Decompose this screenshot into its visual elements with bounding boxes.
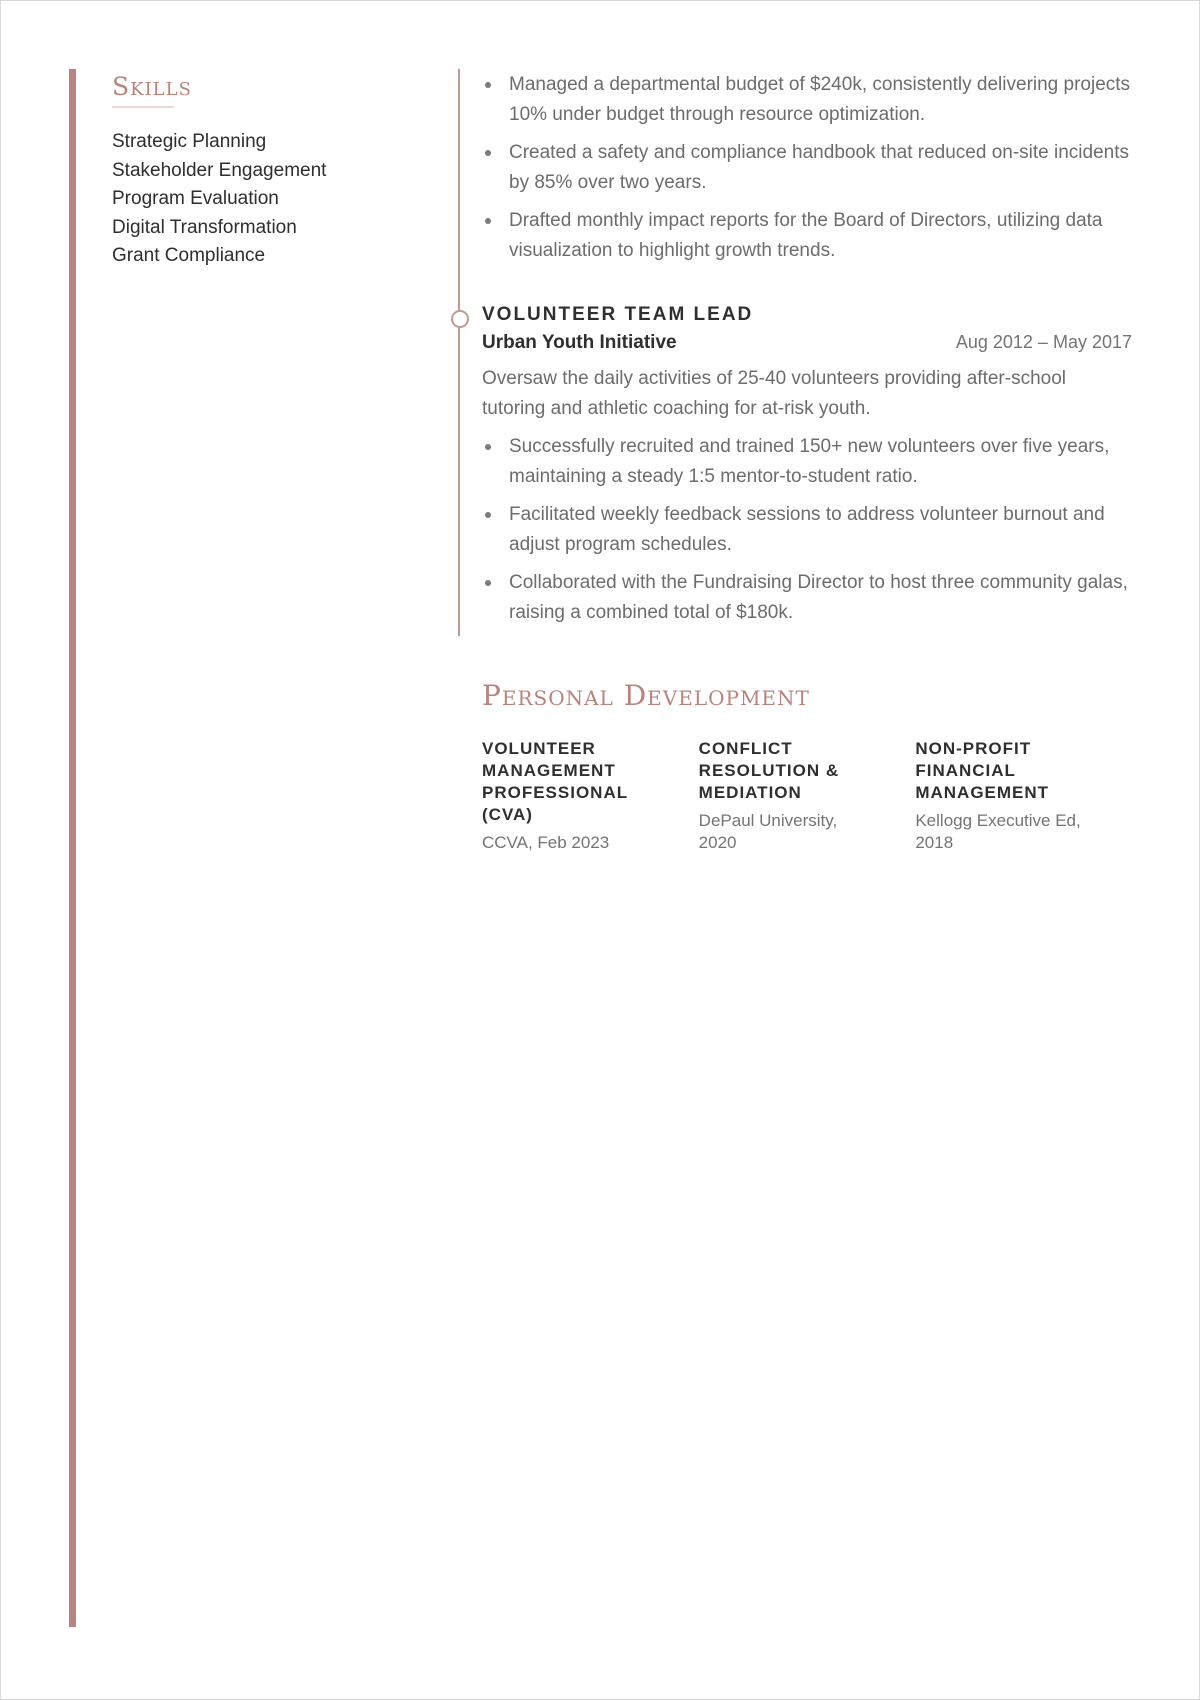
- bullet-item: Drafted monthly impact reports for the Board of Directors, utilizing data visualization to highlight growth trends.: [482, 206, 1132, 266]
- skills-heading: Skills: [112, 72, 192, 101]
- bullet-item: Created a safety and compliance handbook that reduced on-site incidents by 85% over two years.: [482, 138, 1132, 198]
- timeline-marker: [451, 310, 469, 328]
- certification-title: CONFLICT RESOLUTION & MEDIATION: [698, 739, 840, 802]
- skill-item: Strategic Planning: [112, 131, 267, 152]
- skill-item: Stakeholder Engagement: [112, 159, 327, 181]
- sidebar: [112, 70, 412, 271]
- certification-meta: Kellogg Executive Ed, 2018: [915, 811, 1081, 852]
- skills-list: [112, 128, 412, 271]
- timeline-line: [458, 69, 460, 636]
- bullet-item: Facilitated weekly feedback sessions to address volunteer burnout and adjust program schedules.: [482, 500, 1132, 560]
- certification-item: [915, 738, 1132, 854]
- certification-item: [482, 738, 699, 854]
- bullet-item: Collaborated with the Fundraising Director to host three community galas, raising a combined total of $180k.: [482, 568, 1132, 628]
- certification-meta: DePaul University, 2020: [698, 811, 838, 852]
- certification-meta: CCVA, Feb 2023: [482, 833, 610, 852]
- bullet-item: Managed a departmental budget of $240k, consistently delivering projects 10% under budget through resource optimization.: [482, 70, 1132, 130]
- certification-item: [699, 738, 916, 854]
- job-dates: Aug 2012 – May 2017: [955, 332, 1132, 352]
- personal-development-grid: [482, 738, 1132, 854]
- left-accent-rule: [69, 69, 76, 1627]
- job-organization: Urban Youth Initiative: [482, 332, 677, 353]
- job-bullets: [482, 432, 1132, 628]
- skill-item: Digital Transformation: [112, 216, 297, 238]
- skill-item: Program Evaluation: [112, 188, 279, 209]
- previous-job-bullets: [482, 70, 1132, 266]
- main-column: [482, 70, 1132, 854]
- skills-heading-underline: [112, 106, 174, 108]
- certification-title: VOLUNTEER MANAGEMENT PROFESSIONAL (CVA): [482, 739, 628, 824]
- personal-development-heading: Personal Development: [482, 679, 810, 712]
- skill-item: Grant Compliance: [112, 245, 266, 266]
- job-summary: Oversaw the daily activities of 25-40 volunteers providing after-school tutoring and athletic coaching for at-risk youth.: [482, 368, 1067, 419]
- job-title: VOLUNTEER TEAM LEAD: [482, 304, 754, 325]
- job-entry: [482, 302, 1132, 628]
- certification-title: NON-PROFIT FINANCIAL MANAGEMENT: [915, 739, 1050, 802]
- job-meta: [482, 332, 1132, 354]
- bullet-item: Successfully recruited and trained 150+ new volunteers over five years, maintaining a steady 1:5 mentor-to-student ratio.: [482, 432, 1132, 492]
